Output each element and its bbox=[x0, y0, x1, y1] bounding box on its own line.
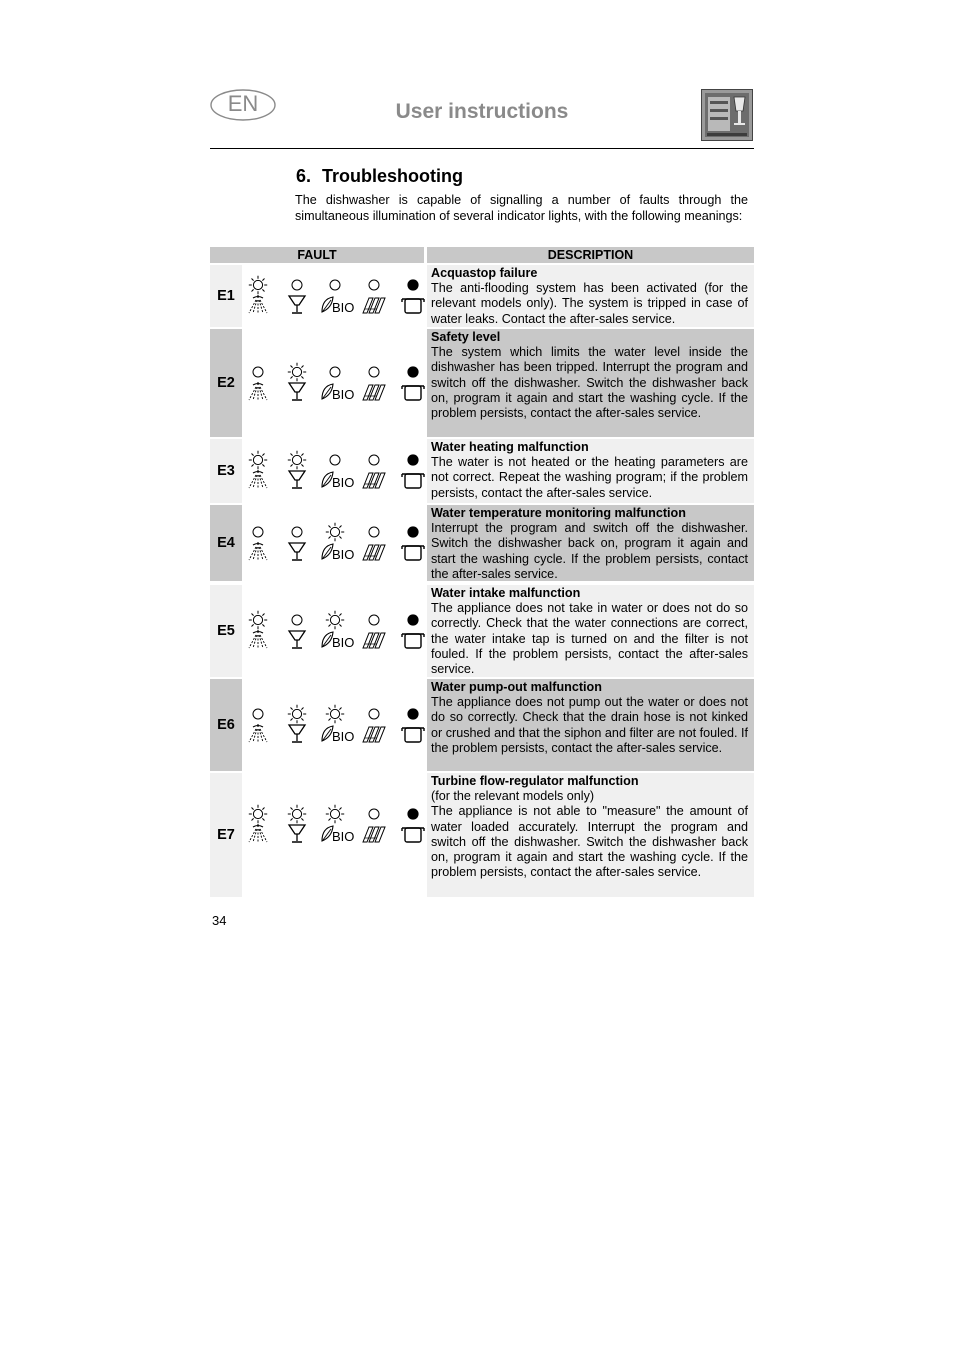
unlit-lamp-icon bbox=[280, 611, 314, 629]
fault-title: Water pump-out malfunction bbox=[431, 680, 602, 694]
prewash-spray-icon bbox=[241, 723, 275, 745]
pans-icon bbox=[357, 823, 391, 845]
fault-column-header: FAULT bbox=[210, 247, 424, 263]
lit-lamp-icon bbox=[280, 451, 314, 469]
unlit-lamp-icon bbox=[357, 276, 391, 294]
indicator-lights bbox=[244, 265, 424, 327]
pot-icon bbox=[396, 629, 430, 651]
section-title: Troubleshooting bbox=[322, 166, 463, 186]
fault-code: E2 bbox=[210, 329, 242, 437]
indicator-lights bbox=[244, 585, 424, 677]
pot-icon bbox=[396, 541, 430, 563]
pans-icon bbox=[357, 629, 391, 651]
filled-lamp-icon bbox=[396, 276, 430, 294]
glass-icon bbox=[280, 723, 314, 745]
table-row bbox=[210, 329, 754, 437]
table-header bbox=[210, 247, 754, 263]
unlit-lamp-icon bbox=[357, 451, 391, 469]
fault-code: E5 bbox=[210, 585, 242, 677]
svg-text:BIO: BIO bbox=[332, 729, 355, 744]
prewash-spray-icon bbox=[241, 381, 275, 403]
indicator-lights bbox=[244, 505, 424, 581]
bio-icon bbox=[318, 823, 355, 845]
dishwasher-photo-icon bbox=[701, 89, 753, 141]
lit-lamp-icon bbox=[318, 805, 352, 823]
fault-description bbox=[427, 679, 754, 771]
lit-lamp-icon bbox=[241, 451, 275, 469]
troubleshooting-table bbox=[210, 247, 754, 880]
bio-icon bbox=[318, 294, 355, 316]
fault-text: The system which limits the water level inside the dishwasher has been tripped. Interrupt the program and switch off the dishwasher. Switch the dishwasher back on, program it again and start the washing cycle. If the problem persists, contact the after-sales service. bbox=[431, 345, 748, 421]
fault-title: Safety level bbox=[431, 330, 501, 344]
indicator-lights bbox=[244, 773, 424, 897]
unlit-lamp-icon bbox=[357, 363, 391, 381]
fault-description bbox=[427, 265, 754, 327]
fault-title: Turbine flow-regulator malfunction bbox=[431, 774, 639, 788]
unlit-lamp-icon bbox=[241, 523, 275, 541]
pans-icon bbox=[357, 294, 391, 316]
fault-code: E3 bbox=[210, 439, 242, 503]
document-title: User instructions bbox=[395, 100, 569, 123]
glass-icon bbox=[280, 541, 314, 563]
pot-icon bbox=[396, 381, 430, 403]
table-row bbox=[210, 585, 754, 677]
lit-lamp-icon bbox=[318, 611, 352, 629]
prewash-spray-icon bbox=[241, 294, 275, 316]
language-badge-text: EN bbox=[227, 91, 259, 116]
lit-lamp-icon bbox=[318, 705, 352, 723]
table-row bbox=[210, 679, 754, 771]
unlit-lamp-icon bbox=[357, 705, 391, 723]
intro-paragraph: The dishwasher is capable of signalling a number of faults through the simultaneous illumination of several indicator lights, with the following meanings: bbox=[295, 193, 748, 223]
bio-icon bbox=[318, 629, 355, 651]
description-column-header: DESCRIPTION bbox=[427, 247, 754, 263]
glass-icon bbox=[280, 823, 314, 845]
unlit-lamp-icon bbox=[318, 451, 352, 469]
filled-lamp-icon bbox=[396, 451, 430, 469]
lit-lamp-icon bbox=[280, 363, 314, 381]
fault-code: E1 bbox=[210, 265, 242, 327]
unlit-lamp-icon bbox=[280, 276, 314, 294]
pot-icon bbox=[396, 823, 430, 845]
fault-code: E7 bbox=[210, 773, 242, 897]
svg-text:BIO: BIO bbox=[332, 475, 355, 490]
fault-text: The appliance does not take in water or does not do so correctly. Check that the water connections are correct, the water intake tap is turned on and the filter is not fouled. If the problem persists, contact the after-sales service. bbox=[431, 601, 748, 677]
fault-text: The appliance is not able to "measure" the amount of water loaded accurately. Interrupt the program and switch off the dishwasher. Switch the dishwasher back on, program it again and start the washing cycle. If the problem persists, contact the after-sales service. bbox=[431, 804, 748, 880]
fault-description bbox=[427, 329, 754, 437]
svg-text:BIO: BIO bbox=[332, 635, 355, 650]
bio-icon bbox=[318, 381, 355, 403]
fault-description bbox=[427, 505, 754, 581]
filled-lamp-icon bbox=[396, 705, 430, 723]
indicator-lights bbox=[244, 329, 424, 437]
svg-text:BIO: BIO bbox=[332, 547, 355, 562]
fault-title: Water intake malfunction bbox=[431, 586, 581, 600]
filled-lamp-icon bbox=[396, 805, 430, 823]
prewash-spray-icon bbox=[241, 541, 275, 563]
fault-code: E4 bbox=[210, 505, 242, 581]
fault-text: Interrupt the program and switch off the dishwasher. Switch the dishwasher back on, program it again and start the washing cycle. If the problem persists, contact the after-sales service. bbox=[431, 521, 748, 581]
table-row bbox=[210, 773, 754, 897]
table-row bbox=[210, 439, 754, 503]
fault-description bbox=[427, 585, 754, 677]
unlit-lamp-icon bbox=[318, 276, 352, 294]
pot-icon bbox=[396, 469, 430, 491]
fault-title: Water heating malfunction bbox=[431, 440, 589, 454]
lit-lamp-icon bbox=[241, 805, 275, 823]
fault-code: E6 bbox=[210, 679, 242, 771]
unlit-lamp-icon bbox=[357, 805, 391, 823]
pans-icon bbox=[357, 541, 391, 563]
lit-lamp-icon bbox=[318, 523, 352, 541]
pot-icon bbox=[396, 294, 430, 316]
fault-text: The appliance does not pump out the water or does not do so correctly. Check that the drain hose is not kinked or crushed and that the siphon and filter are not fouled. If the problem persists, contact the after-sales service. bbox=[431, 695, 748, 755]
lit-lamp-icon bbox=[280, 705, 314, 723]
prewash-spray-icon bbox=[241, 629, 275, 651]
section-heading bbox=[296, 166, 463, 187]
fault-title: Water temperature monitoring malfunction bbox=[431, 506, 686, 520]
header-divider bbox=[210, 148, 754, 149]
bio-icon bbox=[318, 541, 355, 563]
svg-text:BIO: BIO bbox=[332, 300, 355, 315]
indicator-lights bbox=[244, 439, 424, 503]
glass-icon bbox=[280, 469, 314, 491]
prewash-spray-icon bbox=[241, 469, 275, 491]
table-row bbox=[210, 505, 754, 581]
prewash-spray-icon bbox=[241, 823, 275, 845]
glass-icon bbox=[280, 629, 314, 651]
page-number: 34 bbox=[212, 913, 227, 928]
lit-lamp-icon bbox=[241, 611, 275, 629]
unlit-lamp-icon bbox=[357, 611, 391, 629]
unlit-lamp-icon bbox=[280, 523, 314, 541]
unlit-lamp-icon bbox=[241, 705, 275, 723]
pans-icon bbox=[357, 723, 391, 745]
filled-lamp-icon bbox=[396, 611, 430, 629]
glass-icon bbox=[280, 381, 314, 403]
lit-lamp-icon bbox=[280, 805, 314, 823]
fault-description bbox=[427, 439, 754, 503]
glass-icon bbox=[280, 294, 314, 316]
fault-title: Acquastop failure bbox=[431, 266, 538, 280]
svg-text:BIO: BIO bbox=[332, 829, 355, 844]
pans-icon bbox=[357, 381, 391, 403]
fault-subtitle: (for the relevant models only) bbox=[431, 789, 595, 804]
fault-text: The anti-flooding system has been activated (for the relevant models only). The system is tripped in case of water leaks. Contact the after-sales service. bbox=[431, 281, 748, 326]
pans-icon bbox=[357, 469, 391, 491]
filled-lamp-icon bbox=[396, 363, 430, 381]
fault-text: The water is not heated or the heating parameters are not correct. Repeat the washing program; if the problem persists, contact the after-sales service. bbox=[431, 455, 748, 500]
unlit-lamp-icon bbox=[318, 363, 352, 381]
fault-description bbox=[427, 773, 754, 897]
pot-icon bbox=[396, 723, 430, 745]
bio-icon bbox=[318, 723, 355, 745]
svg-text:BIO: BIO bbox=[332, 387, 355, 402]
unlit-lamp-icon bbox=[357, 523, 391, 541]
filled-lamp-icon bbox=[396, 523, 430, 541]
bio-icon bbox=[318, 469, 355, 491]
section-number: 6. bbox=[296, 166, 312, 186]
table-row bbox=[210, 265, 754, 327]
indicator-lights bbox=[244, 679, 424, 771]
unlit-lamp-icon bbox=[241, 363, 275, 381]
lit-lamp-icon bbox=[241, 276, 275, 294]
